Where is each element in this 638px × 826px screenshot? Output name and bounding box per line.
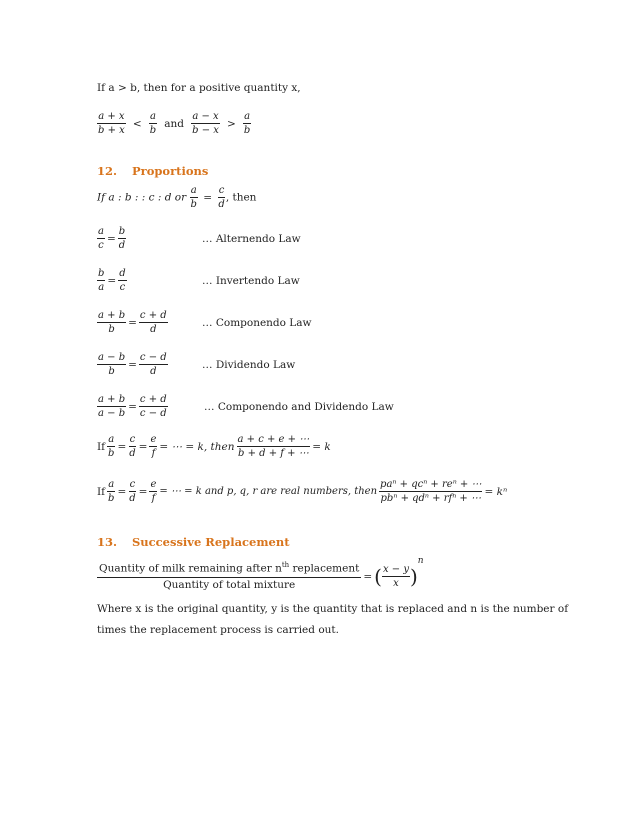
law-formula: $\frac{a + b}{a - b}$ = $\frac{c + d}{c - d}$ [98, 394, 167, 419]
law-name: … Dividendo Law [202, 359, 296, 371]
law-name: … Componendo Law [202, 317, 312, 329]
section-12-title: Proportions [132, 164, 209, 178]
section-13-title: Successive Replacement [132, 535, 290, 549]
fraction: $\frac{a + x}{b + x}$ [98, 111, 125, 136]
equal-ratios-power-formula: If $\frac{a}{b}$ = $\frac{c}{d}$ = $\frac{e}{f}$ = ⋯ = k and p, q, r are real numbers, then $\frac{\text{paⁿ + qcⁿ + reⁿ + ⋯}}{\text{pbⁿ + qdⁿ + rfⁿ + ⋯}}$ = kⁿ [97, 479, 508, 504]
law-formula: $\frac{a - b}{b}$ = $\frac{c - d}{d}$ [98, 352, 167, 377]
fraction: $\frac{a}{b}$ [243, 111, 251, 136]
fraction: $\frac{a - x}{b - x}$ [192, 111, 219, 136]
paragraph-line: Where x is the original quantity, y is the quantity that is replaced and n is the number of [97, 603, 569, 615]
fraction: $\frac{Quantity of milk remaining after n^{th} replacement}{\text{Quantity of total mixture}}$ [99, 560, 360, 591]
section-12-number: 12. [97, 164, 118, 178]
intro-text: If a > b, then for a positive quantity x, [97, 82, 301, 94]
equal-ratios-sum-formula: If $\frac{a}{b}$ = $\frac{c}{d}$ = $\frac{e}{f}$ = ⋯ = k, then $\frac{a + c + e + \cdots}{b + d + f + \cdots}$ = k [97, 434, 331, 459]
fraction: $\frac{a}{b}$ [149, 111, 157, 136]
law-formula: $\frac{a}{c}$ = $\frac{b}{d}$ [98, 226, 126, 251]
law-formula: $\frac{a + b}{b}$ = $\frac{c + d}{d}$ [98, 310, 167, 335]
law-name: … Invertendo Law [202, 275, 300, 287]
law-formula: $\frac{b}{a}$ = $\frac{d}{c}$ [98, 268, 126, 293]
law-name: … Componendo and Dividendo Law [204, 401, 394, 413]
paragraph-line: times the replacement process is carried out. [97, 624, 339, 636]
fraction: $\frac{a}{b}$ [190, 185, 197, 210]
successive-replacement-formula: $\frac{Quantity of milk remaining after n^{th} replacement}{\text{Quantity of total mixture}}$ = ( $\frac{x - y}{x}$ )$^n$ [99, 556, 424, 591]
section-13-number: 13. [97, 535, 118, 549]
law-name: … Alternendo Law [202, 233, 301, 245]
fraction: $\frac{c}{d}$ [218, 185, 225, 210]
intro-inequality: $\frac{a + x}{b + x}$ < $\frac{a}{b}$ and $\frac{a - x}{b - x}$ > $\frac{a}{b}$ [98, 111, 251, 136]
proportion-definition: If a : b : : c : d or $\frac{a}{b}$ = $\frac{c}{d}$ , then [97, 185, 257, 210]
